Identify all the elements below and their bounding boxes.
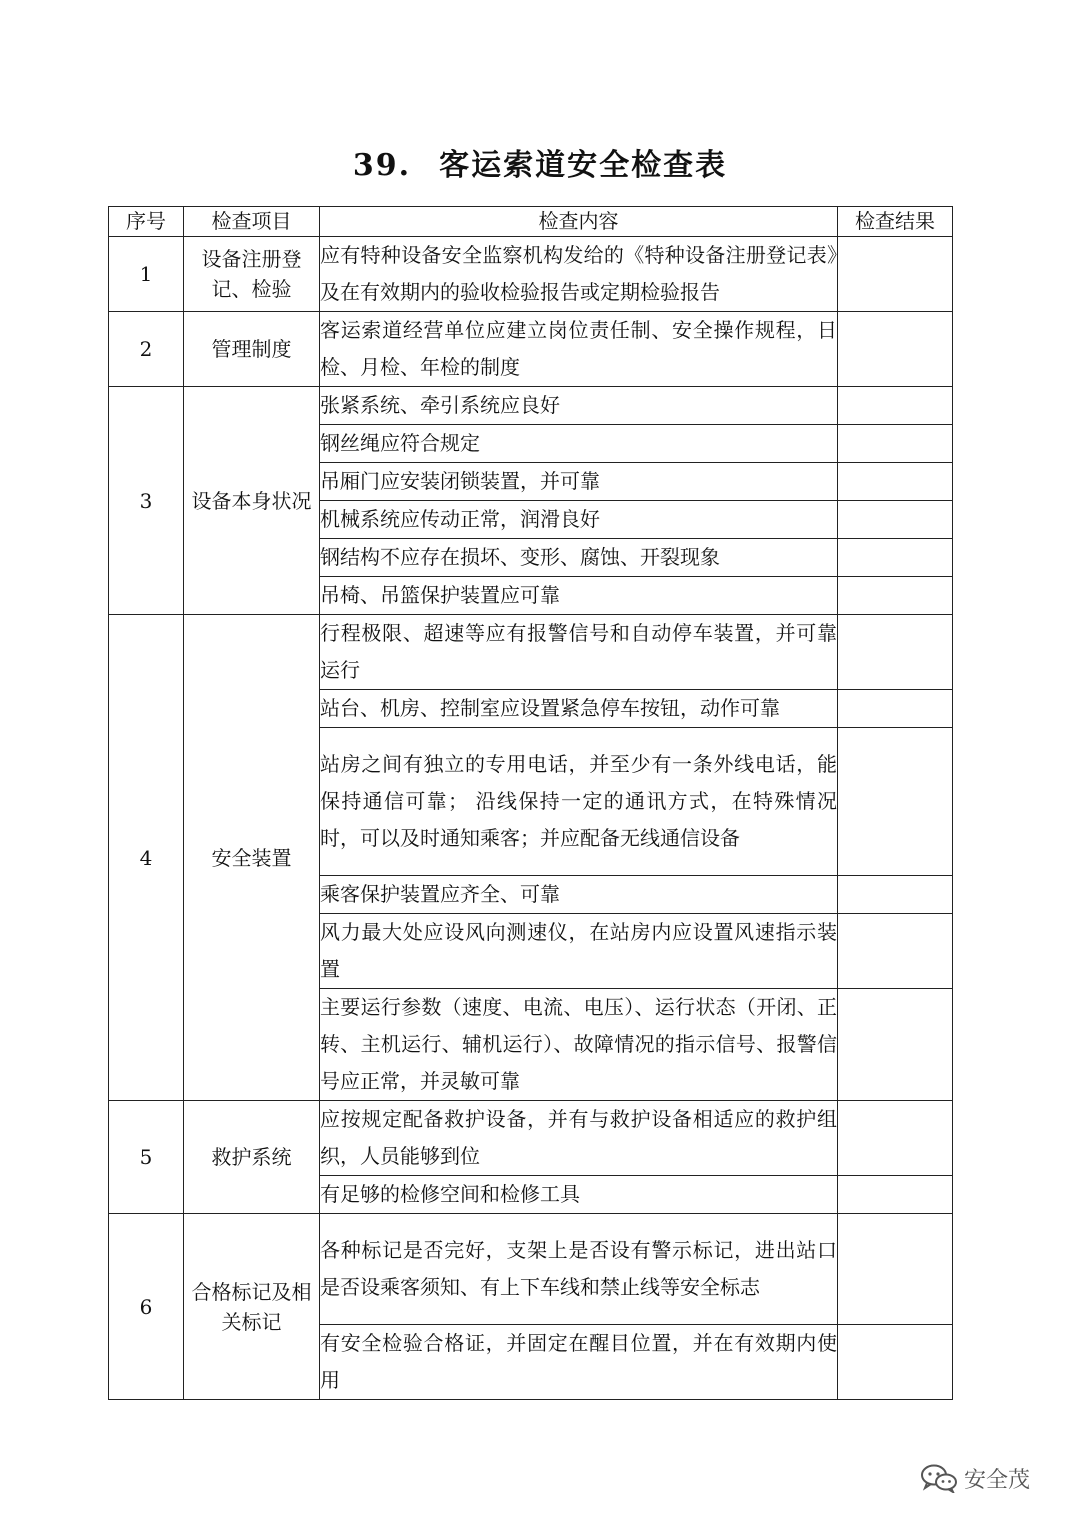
title-text: 客运索道安全检查表 — [439, 148, 728, 183]
check-content: 吊椅、吊篮保护装置应可靠 — [320, 577, 838, 615]
check-result-cell[interactable] — [838, 425, 953, 463]
header-result: 检查结果 — [838, 207, 953, 237]
row-number: 3 — [109, 387, 184, 615]
check-content: 各种标记是否完好，支架上是否设有警示标记，进出站口是否设乘客须知、有上下车线和禁止线等安全标志 — [320, 1214, 838, 1325]
check-content: 有足够的检修空间和检修工具 — [320, 1176, 838, 1214]
check-result-cell[interactable] — [838, 501, 953, 539]
check-content: 应按规定配备救护设备，并有与救护设备相适应的救护组织，人员能够到位 — [320, 1101, 838, 1176]
check-result-cell[interactable] — [838, 463, 953, 501]
check-content: 机械系统应传动正常，润滑良好 — [320, 501, 838, 539]
check-content: 站房之间有独立的专用电话，并至少有一条外线电话，能保持通信可靠； 沿线保持一定的通讯方式，在特殊情况时，可以及时通知乘客；并应配备无线通信设备 — [320, 728, 838, 876]
check-result-cell[interactable] — [838, 690, 953, 728]
table-row — [109, 312, 953, 387]
check-result-cell[interactable] — [838, 312, 953, 387]
row-number: 2 — [109, 312, 184, 387]
check-content: 主要运行参数（速度、电流、电压）、运行状态（开闭、正转、主机运行、辅机运行）、故障情况的指示信号、报警信号应正常，并灵敏可靠 — [320, 989, 838, 1101]
check-result-cell[interactable] — [838, 1325, 953, 1400]
header-row — [109, 207, 953, 237]
check-content: 应有特种设备安全监察机构发给的《特种设备注册登记表》及在有效期内的验收检验报告或定期检验报告 — [320, 237, 838, 312]
title-number: 39. — [352, 148, 412, 183]
table-row — [109, 387, 953, 425]
check-content: 钢丝绳应符合规定 — [320, 425, 838, 463]
check-item: 合格标记及相关标记 — [184, 1214, 320, 1400]
check-result-cell[interactable] — [838, 876, 953, 914]
check-item: 安全装置 — [184, 615, 320, 1101]
table-row — [109, 615, 953, 690]
check-content: 钢结构不应存在损坏、变形、腐蚀、开裂现象 — [320, 539, 838, 577]
check-result-cell[interactable] — [838, 1176, 953, 1214]
row-number: 4 — [109, 615, 184, 1101]
check-item: 救护系统 — [184, 1101, 320, 1214]
header-content: 检查内容 — [320, 207, 838, 237]
table-row — [109, 237, 953, 312]
check-result-cell[interactable] — [838, 539, 953, 577]
table-row — [109, 1101, 953, 1176]
check-content: 张紧系统、牵引系统应良好 — [320, 387, 838, 425]
watermark-text: 安全茂 — [964, 1467, 1031, 1493]
check-content: 客运索道经营单位应建立岗位责任制、安全操作规程，日检、月检、年检的制度 — [320, 312, 838, 387]
row-number: 5 — [109, 1101, 184, 1214]
check-result-cell[interactable] — [838, 237, 953, 312]
check-content: 站台、机房、控制室应设置紧急停车按钮，动作可靠 — [320, 690, 838, 728]
header-item: 检查项目 — [184, 207, 320, 237]
check-result-cell[interactable] — [838, 989, 953, 1101]
page-title — [0, 140, 1080, 184]
check-result-cell[interactable] — [838, 1214, 953, 1325]
check-item: 设备本身状况 — [184, 387, 320, 615]
check-content: 行程极限、超速等应有报警信号和自动停车装置，并可靠运行 — [320, 615, 838, 690]
table-row — [109, 1214, 953, 1325]
check-item: 管理制度 — [184, 312, 320, 387]
check-result-cell[interactable] — [838, 387, 953, 425]
check-result-cell[interactable] — [838, 615, 953, 690]
check-content: 乘客保护装置应齐全、可靠 — [320, 876, 838, 914]
check-result-cell[interactable] — [838, 914, 953, 989]
check-result-cell[interactable] — [838, 577, 953, 615]
wechat-icon — [920, 1463, 958, 1493]
check-content: 风力最大处应设风向测速仪，在站房内应设置风速指示装置 — [320, 914, 838, 989]
check-content: 吊厢门应安装闭锁装置，并可靠 — [320, 463, 838, 501]
check-result-cell[interactable] — [838, 728, 953, 876]
watermark — [920, 1458, 1030, 1498]
check-content: 有安全检验合格证，并固定在醒目位置，并在有效期内使用 — [320, 1325, 838, 1400]
inspection-table — [108, 206, 953, 1400]
check-result-cell[interactable] — [838, 1101, 953, 1176]
check-item: 设备注册登记、检验 — [184, 237, 320, 312]
row-number: 1 — [109, 237, 184, 312]
header-no: 序号 — [109, 207, 184, 237]
row-number: 6 — [109, 1214, 184, 1400]
